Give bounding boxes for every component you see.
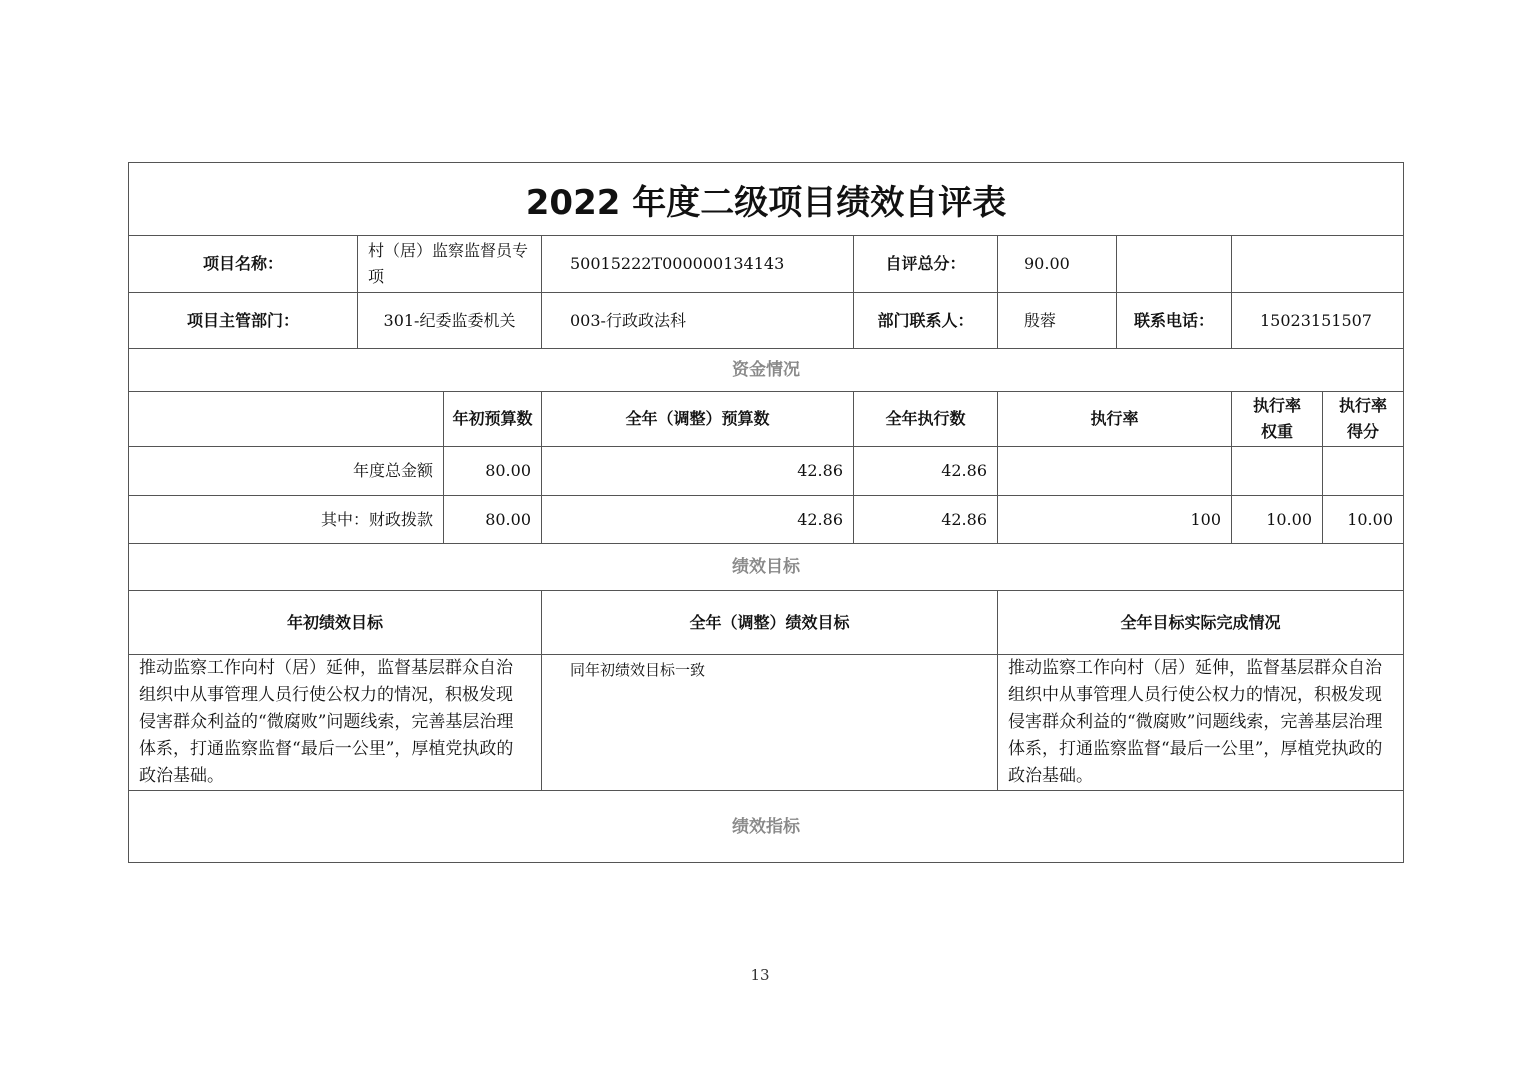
score-cell-value <box>1322 447 1403 495</box>
table-row <box>129 446 1403 495</box>
header-rate: 执行率 <box>997 392 1231 446</box>
department-value: 301-纪委监委机关 <box>357 293 541 348</box>
weight-value: 10.00 <box>1231 496 1322 543</box>
adjusted-budget-value: 42.86 <box>541 496 853 543</box>
contact-value: 殷蓉 <box>997 293 1116 348</box>
header-actual-goal: 全年目标实际完成情况 <box>997 591 1403 654</box>
rate-value: 100 <box>997 496 1231 543</box>
adjusted-goal-text: 同年初绩效目标一致 <box>541 655 997 790</box>
evaluation-table <box>128 162 1404 863</box>
project-name-row <box>129 235 1403 292</box>
executed-value: 42.86 <box>853 447 997 495</box>
table-row <box>129 495 1403 543</box>
score-cell-value: 10.00 <box>1322 496 1403 543</box>
indicators-section-row <box>129 790 1403 862</box>
project-code: 50015222T000000134143 <box>541 236 853 292</box>
header-adjusted-goal: 全年（调整）绩效目标 <box>541 591 997 654</box>
goals-header-row <box>129 590 1403 654</box>
weight-value <box>1231 447 1322 495</box>
empty-cell <box>1116 236 1231 292</box>
project-name-label: 项目名称： <box>202 254 283 273</box>
header-rate-weight: 执行率权重 <box>1231 392 1322 446</box>
executed-value: 42.86 <box>853 496 997 543</box>
initial-budget-value: 80.00 <box>443 496 541 543</box>
score-label: 自评总分： <box>853 236 997 292</box>
initial-goal-text: 推动监察工作向村（居）延伸，监督基层群众自治组织中从事管理人员行使公权力的情况，积极发现侵害群众利益的“微腐败”问题线索，完善基层治理体系，打通监察监督“最后一公里”，厚植党执政的政治基础。 <box>139 658 514 786</box>
adjusted-budget-value: 42.86 <box>541 447 853 495</box>
goals-content-row <box>129 654 1403 790</box>
header-adjusted-budget: 全年（调整）预算数 <box>541 392 853 446</box>
goals-section-row <box>129 543 1403 590</box>
initial-budget-value: 80.00 <box>443 447 541 495</box>
score-value: 90.00 <box>997 236 1116 292</box>
funds-header-row <box>129 391 1403 446</box>
phone-label: 联系电话： <box>1116 293 1231 348</box>
header-rate-score: 执行率得分 <box>1322 392 1403 446</box>
project-name-value: 村（居）监察监督员专项 <box>357 236 541 292</box>
page-title: 2022 年度二级项目绩效自评表 <box>525 182 1007 223</box>
actual-goal-text: 推动监察工作向村（居）延伸，监督基层群众自治组织中从事管理人员行使公权力的情况，积极发现侵害群众利益的“微腐败”问题线索，完善基层治理体系，打通监察监督“最后一公里”，厚植党执政的政治基础。 <box>997 655 1403 790</box>
funds-section-title: 资金情况 <box>732 360 800 380</box>
empty-cell <box>1231 236 1403 292</box>
goals-section-title: 绩效目标 <box>732 557 800 577</box>
row-label: 年度总金额 <box>352 461 433 480</box>
indicators-section-title: 绩效指标 <box>732 816 800 837</box>
header-initial-goal: 年初绩效目标 <box>286 612 383 632</box>
page-number: 13 <box>750 966 770 984</box>
header-executed: 全年执行数 <box>853 392 997 446</box>
empty-cell <box>129 392 443 446</box>
funds-section-row <box>129 348 1403 391</box>
phone-value: 15023151507 <box>1231 293 1403 348</box>
rate-value <box>997 447 1231 495</box>
department-row <box>129 292 1403 348</box>
office-value: 003-行政政法科 <box>541 293 853 348</box>
contact-label: 部门联系人： <box>853 293 997 348</box>
department-label: 项目主管部门： <box>186 310 299 330</box>
header-initial-budget: 年初预算数 <box>443 392 541 446</box>
row-label: 其中：财政拨款 <box>320 509 433 529</box>
